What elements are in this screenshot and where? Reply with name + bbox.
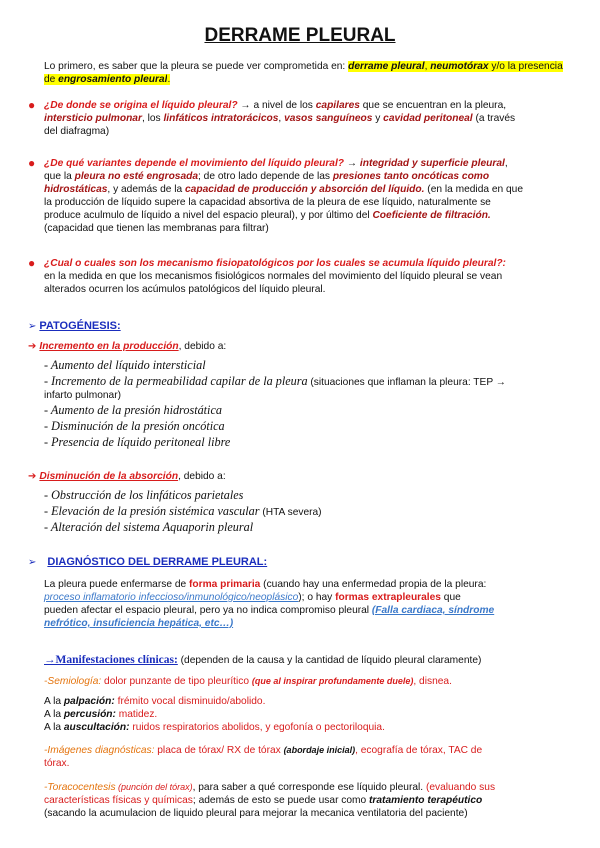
arrow-bullet-icon: ➢ — [28, 321, 40, 332]
highlight-derrame: derrame pleural — [348, 61, 425, 72]
incremento-block: ➔ Incremento en la producción, debido a: — [28, 341, 227, 352]
arrow-bullet-icon: ➢ — [28, 557, 40, 568]
section-diagnostico: ➢ DIAGNÓSTICO DEL DERRAME PLEURAL: — [28, 556, 268, 568]
question-origen: ¿De donde se origina el líquido pleural? → a nivel de los capilares que se encuentran en la pleura, intersticio pulmonar, los linfáticos intratorácicos, vasos sanguíneos y cavidad peritoneal (a través del diafragma) — [44, 100, 516, 137]
imagenes-line: -Imágenes diagnósticas: placa de tórax/ RX de tórax (abordaje inicial), ecografía de tórax, TAC de tórax. — [44, 745, 483, 769]
link-proceso[interactable]: proceso inflamatorio infeccioso/inmunológico/neoplásico — [44, 592, 299, 603]
right-arrow-icon: ➔ — [28, 341, 40, 352]
intro-paragraph: Lo primero, es saber que la pleura se puede ver comprometida en: derrame pleural, neumotórax y/o la presencia de engrosamiento pleural. — [44, 61, 563, 85]
list-item: - Aumento de la presión hidrostática — [44, 403, 222, 417]
bullet-icon: ● — [28, 156, 36, 170]
semiologia-line: -Semiología: dolor punzante de tipo pleurítico (que al inspirar profundamente duele), disnea. — [44, 676, 452, 687]
exploracion-lines: A la palpación: frémito vocal disminuido/abolido. A la percusión: matidez. A la auscultación: ruidos respiratorios abolidos, y egofonía o pectoriloquia. — [44, 696, 385, 733]
list-item: - Incremento de la permeabilidad capilar de la pleura — [44, 374, 308, 388]
diagnostico-paragraph: La pleura puede enfermarse de forma primaria (cuando hay una enfermedad propia de la pleura: proceso inflamatorio infeccioso/inmunológico/neoplásico); o hay formas extrapleurales que pueden afectar el espacio pleural, pero ya no indica compromiso pleural (Falla cardiaca, síndrome nefrótico, insuficiencia hepática, etc…) — [44, 578, 566, 630]
manifestaciones-line: →Manifestaciones clínicas: (dependen de la causa y la cantidad de líquido pleural claramente) — [44, 654, 482, 666]
highlight-engrosamiento: engrosamiento pleural — [58, 74, 168, 85]
list-item: - Alteración del sistema Aquaporin pleural — [44, 520, 254, 534]
incremento-list: - Aumento del líquido intersticial - Incremento de la permeabilidad capilar de la pleura (situaciones que inflaman la pleura: TEP → infarto pulmonar) - Aumento de la presión hidrostática - Disminución de la presión oncótica - Presencia de líquido peritoneal libre — [44, 357, 574, 450]
question-mecanismos: ¿Cual o cuales son los mecanismo fisiopatológicos por los cuales se acumula líquido pleural?: en la medida en que los mecanismos fisiológicos normales del movimiento del líquido pleural se vean alterados ocurren los acúmulos patológicos del líquido pleural. — [44, 258, 506, 295]
bullet-icon: ● — [28, 256, 36, 270]
bullet-icon: ● — [28, 98, 36, 112]
right-arrow-icon: ➔ — [28, 471, 40, 482]
list-item: - Presencia de líquido peritoneal libre — [44, 435, 231, 449]
question-variantes: ¿De qué variantes depende el movimiento del líquido pleural? → integridad y superficie pleural, que la pleura no esté engrosada; de otro lado depende de las presiones tanto oncóticas como hidrostáticas, y además de la capacidad de producción y absorción del líquido. (en la medida en que la producción de líquido supere la capacidad absortiva de la pleura de ese líquido, naturalmente se produce aculmulo de líquido a nivel del espacio pleural), y por último del Coeficiente de filtración. (capacidad que tienen las membranas para filtrar) — [44, 158, 524, 234]
list-item: - Aumento del líquido intersticial — [44, 358, 206, 372]
link-falla-cont[interactable]: nefrótico, insuficiencia hepática, etc…) — [44, 618, 234, 629]
page-title: DERRAME PLEURAL — [204, 25, 396, 46]
highlight-neumotorax: neumotórax — [430, 61, 489, 72]
disminucion-block: ➔ Disminución de la absorción, debido a: — [28, 471, 226, 482]
list-item: - Elevación de la presión sistémica vascular — [44, 504, 260, 518]
disminucion-list: - Obstrucción de los linfáticos parietales - Elevación de la presión sistémica vascular (HTA severa) - Alteración del sistema Aquaporin pleural — [44, 487, 574, 535]
link-falla[interactable]: (Falla cardiaca, síndrome — [371, 605, 495, 616]
list-item: - Obstrucción de los linfáticos parietales — [44, 488, 244, 502]
section-patogenesis: ➢ PATOGÉNESIS: — [28, 320, 121, 332]
list-item: - Disminución de la presión oncótica — [44, 419, 225, 433]
toracocentesis-paragraph: -Toracocentesis (punción del tórax), para saber a qué corresponde ese líquido pleural. (evaluando sus características físicas y químicas; además de esto se puede usar como tratamiento terapéutico (sacando la acumulacion de liquido pleural para mejorar la mecanica ventilatoria del paciente) — [44, 782, 496, 819]
